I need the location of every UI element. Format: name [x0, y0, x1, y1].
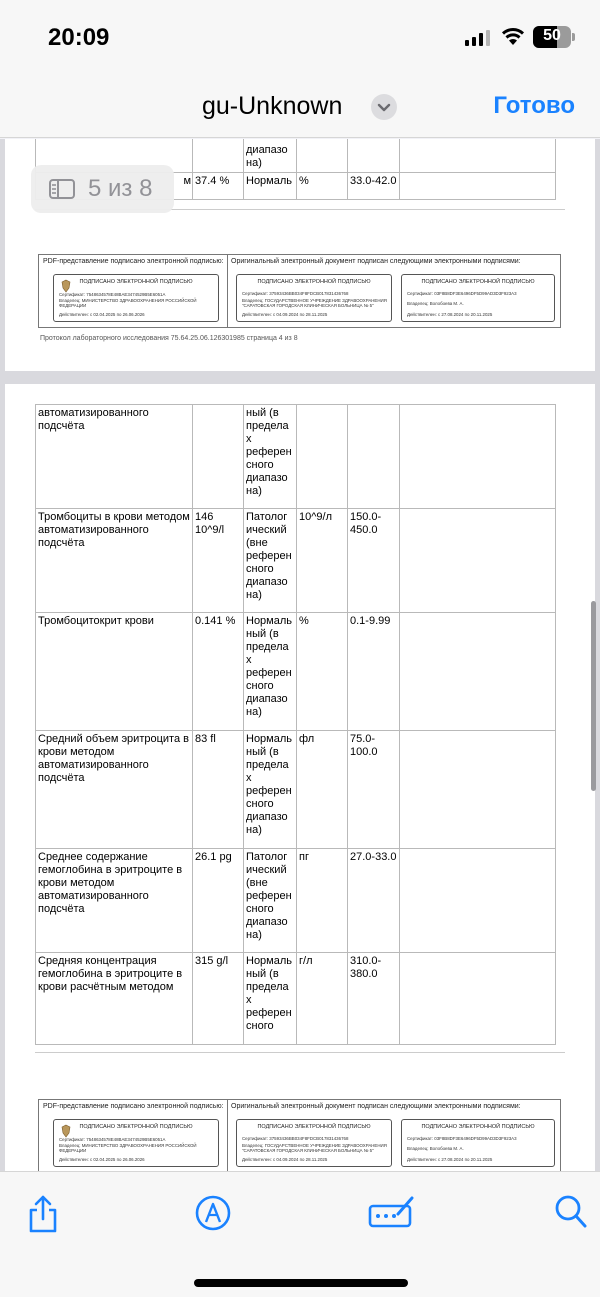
signature-stamp: ПОДПИСАНО ЭЛЕКТРОННОЙ ПОДПИСЬЮ Сертификат: 37593436BB034F8FDCB017831436768 Владелец: ГОСУДАРСТВЕННОЕ УЧРЕЖДЕНИЕ ЗДРАВООХРАНЕНИЯ "САРАТОВСКАЯ ГОРОДСКАЯ КЛИНИЧЕСКАЯ БОЛЬНИЦА № 5" Действителен: с 04.09.2024 по 28.11.2025 [236, 274, 392, 322]
table-row: Средний объем эритроцита в крови методом автоматизированного подсчёта 83 fl Нормаль ный (в предела х референ сного диапазо на) фл 75.0-100.0 [36, 731, 556, 849]
document-title[interactable]: gu-Unknown [202, 92, 343, 120]
document-viewer[interactable] [0, 139, 600, 1171]
signature-stamp: ПОДПИСАНО ЭЛЕКТРОННОЙ ПОДПИСЬЮ Сертификат: 7548634578E48BAE3474529B5E6051A Владелец: МИНИСТЕРСТВО ЗДРАВООХРАНЕНИЯ РОССИЙСКОЙ ФЕДЕРАЦИИ Действителен: с 02.04.2025 по 26.06.2026 [53, 274, 219, 322]
search-icon[interactable] [554, 1194, 588, 1230]
signature-stamp: ПОДПИСАНО ЭЛЕКТРОННОЙ ПОДПИСЬЮ Сертификат: 37593436BB034F8FDCB017831436768 Владелец: ГОСУДАРСТВЕННОЕ УЧРЕЖДЕНИЕ ЗДРАВООХРАНЕНИЯ "САРАТОВСКАЯ ГОРОДСКАЯ КЛИНИЧЕСКАЯ БОЛЬНИЦА № 5" Действителен: с 04.09.2024 по 28.11.2025 [236, 1119, 392, 1167]
signature-stamp: ПОДПИСАНО ЭЛЕКТРОННОЙ ПОДПИСЬЮ Сертификат: 7548634578E48BAE3474529B5E6051A Владелец: МИНИСТЕРСТВО ЗДРАВООХРАНЕНИЯ РОССИЙСКОЙ ФЕДЕРАЦИИ Действителен: с 02.04.2025 по 26.06.2026 [53, 1119, 219, 1167]
table-row: Средняя концентрация гемоглобина в эритроците в крови расчётным методом 315 g/l Нормаль ный (в предела х референ сного г/л 310.0-380.0 [36, 953, 556, 1045]
status-bar [0, 0, 600, 76]
table-row: диапазо на) [36, 139, 556, 173]
navigation-bar [0, 76, 600, 138]
status-time: 20:09 [48, 24, 110, 51]
form-fill-icon[interactable] [368, 1194, 416, 1230]
page-indicator[interactable] [31, 165, 174, 213]
home-indicator[interactable] [194, 1279, 408, 1287]
signature-block: PDF-представление подписано электронной подписью: Оригинальный электронный документ подписан следующими электронными подписями: ПОДПИСАНО ЭЛЕКТРОННОЙ ПОДПИСЬЮ Сертификат: 7548634578E48BAE3474529B5E6051A Владелец: МИНИСТЕРСТВО ЗДРАВООХРАНЕНИЯ РОССИЙСКОЙ ФЕДЕРАЦИИ Действителен: с 02.04.2025 по 26.06.2026 ПОДПИСАНО ЭЛЕКТРОННОЙ ПОДПИСЬЮ Сертификат: 37593436BB034F8FDCB017831436768 Владелец: ГОСУДАРСТВЕННОЕ УЧРЕЖДЕНИЕ ЗДРАВООХРАНЕНИЯ "САРАТОВСКАЯ ГОРОДСКАЯ КЛИНИЧЕСКАЯ БОЛЬНИЦА № 5" Действителен: с 04.09.2024 по 28.11.2025 ПОДПИСАНО ЭЛЕКТРОННОЙ ПОДПИСЬЮ Сертификат: 03F8B8DF3E6496DF5D99AD3D3F923A3 Владелец: Волобоева М. А. Действителен: с 27.08.2024 по 20.11.2025 [38, 1099, 561, 1171]
table-row: Тромбоциты в крови методом автоматизированного подсчёта 146 10^9/l Патолог ический (вне референ сного диапазо на) 10^9/л 150.0-450.0 [36, 509, 556, 613]
page-indicator-label: 5 из 8 [88, 175, 153, 202]
signature-stamp: ПОДПИСАНО ЭЛЕКТРОННОЙ ПОДПИСЬЮ Сертификат: 03F8B8DF3E6496DF5D99AD3D3F923A3 Владелец: Волобоева М. А. Действителен: с 27.08.2024 по 20.11.2025 [401, 1119, 555, 1167]
page-rule [35, 1052, 565, 1053]
thumbnails-icon [49, 179, 75, 199]
table-row: автоматизированного подсчёта ный (в предела х референ сного диапазо на) [36, 405, 556, 509]
battery-level: 50 [543, 27, 561, 44]
signature-block: PDF-представление подписано электронной подписью: Оригинальный электронный документ подписан следующими электронными подписями: ПОДПИСАНО ЭЛЕКТРОННОЙ ПОДПИСЬЮ Сертификат: 7548634578E48BAE3474529B5E6051A Владелец: МИНИСТЕРСТВО ЗДРАВООХРАНЕНИЯ РОССИЙСКОЙ ФЕДЕРАЦИИ Действителен: с 02.04.2025 по 26.06.2026 ПОДПИСАНО ЭЛЕКТРОННОЙ ПОДПИСЬЮ Сертификат: 37593436BB034F8FDCB017831436768 Владелец: ГОСУДАРСТВЕННОЕ УЧРЕЖДЕНИЕ ЗДРАВООХРАНЕНИЯ "САРАТОВСКАЯ ГОРОДСКАЯ КЛИНИЧЕСКАЯ БОЛЬНИЦА № 5" Действителен: с 04.09.2024 по 28.11.2025 ПОДПИСАНО ЭЛЕКТРОННОЙ ПОДПИСЬЮ Сертификат: 03F8B8DF3E6496DF5D99AD3D3F923A3 Владелец: Волобоева М. А. Действителен: с 27.08.2024 по 20.11.2025 [38, 254, 561, 328]
wifi-icon [500, 26, 526, 46]
table-row: м 37.4 % Нормаль % 33.0-42.0 [36, 173, 556, 200]
share-icon[interactable] [26, 1194, 60, 1234]
table-row: Среднее содержание гемоглобина в эритроците в крови методом автоматизированного подсчёта 26.1 pg Патолог ический (вне референ сного диапазо на) пг 27.0-33.0 [36, 849, 556, 953]
pdf-page-5 [5, 384, 595, 1171]
results-table [35, 404, 556, 1045]
page-footer: Протокол лабораторного исследования 75.64.25.06.126301985 страница 4 из 8 [40, 335, 298, 342]
scrollbar-thumb[interactable] [591, 601, 596, 791]
cellular-signal-icon [465, 30, 491, 46]
battery-icon [533, 26, 571, 48]
bottom-toolbar [0, 1171, 600, 1297]
title-menu-button[interactable] [371, 94, 397, 120]
signature-stamp: ПОДПИСАНО ЭЛЕКТРОННОЙ ПОДПИСЬЮ Сертификат: 03F8B8DF3E6496DF5D99AD3D3F923A3 Владелец: Волобоева М. А. Действителен: с 27.08.2024 по 20.11.2025 [401, 274, 555, 322]
chevron-down-icon [371, 94, 397, 120]
table-row: Тромбоцитокрит крови 0.141 % Нормаль ный (в предела х референ сного диапазо на) % 0.1-9.99 [36, 613, 556, 731]
markup-icon[interactable] [194, 1194, 232, 1232]
done-button[interactable]: Готово [493, 92, 575, 119]
